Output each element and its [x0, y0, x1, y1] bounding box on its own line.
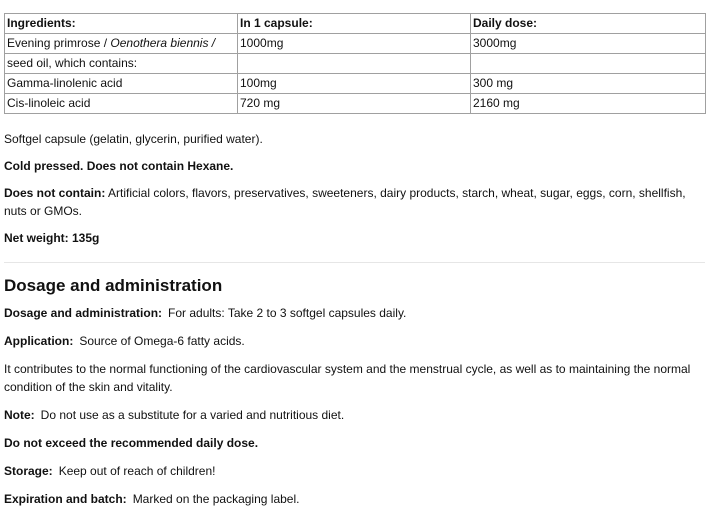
daily-amount: 300 mg — [471, 74, 706, 94]
ingredient-name: seed oil, which contains: — [5, 54, 238, 74]
table-row — [5, 94, 706, 114]
exceed-warning — [4, 434, 706, 452]
ingredient-name: Cis-linoleic acid — [5, 94, 238, 114]
dosage-line — [4, 304, 706, 322]
note-line — [4, 406, 706, 424]
header-daily-dose: Daily dose: — [471, 14, 706, 34]
storage-label: Storage: — [4, 464, 53, 478]
header-in-1-capsule: In 1 capsule: — [238, 14, 471, 34]
does-not-contain-text: Artificial colors, flavors, preservatives, sweeteners, dairy products, starch, wheat, sugar, eggs, corn, shellfish, nuts or GMOs. — [4, 186, 686, 218]
does-not-contain — [4, 184, 706, 220]
ingredient-common-name: Evening primrose / — [7, 36, 111, 50]
dosage-heading: Dosage and administration — [4, 276, 223, 295]
exceed-warning-text: Do not exceed the recommended daily dose. — [4, 436, 259, 450]
table-row — [5, 54, 706, 74]
section-divider — [4, 262, 705, 263]
capsule-amount: 1000mg — [238, 34, 471, 54]
header-ingredients: Ingredients: — [5, 14, 238, 34]
ingredient-name — [5, 34, 238, 54]
ingredient-name: Gamma-linolenic acid — [5, 74, 238, 94]
net-weight — [4, 229, 706, 247]
expiration-text: Marked on the packaging label. — [132, 492, 300, 506]
contributes-text: It contributes to the normal functioning of the cardiovascular system and the menstrual cycle, as well as to maintaining the normal condition of the skin and vitality. — [4, 362, 691, 394]
storage-line — [4, 462, 706, 480]
daily-amount — [471, 54, 706, 74]
storage-text: Keep out of reach of children! — [58, 464, 216, 478]
daily-amount: 3000mg — [471, 34, 706, 54]
does-not-contain-label: Does not contain: — [4, 186, 106, 200]
application-line — [4, 332, 706, 350]
expiration-label: Expiration and batch: — [4, 492, 127, 506]
softgel-composition: Softgel capsule (gelatin, glycerin, purified water). — [4, 132, 263, 146]
application-text: Source of Omega-6 fatty acids. — [79, 334, 245, 348]
note-text: Do not use as a substitute for a varied and nutritious diet. — [40, 408, 345, 422]
net-weight-text: Net weight: 135g — [4, 231, 100, 245]
capsule-amount — [238, 54, 471, 74]
daily-amount: 2160 mg — [471, 94, 706, 114]
ingredients-table — [4, 13, 706, 114]
cold-pressed-text: Cold pressed. Does not contain Hexane. — [4, 159, 234, 173]
note-label: Note: — [4, 408, 35, 422]
table-header-row — [5, 14, 706, 34]
table-row — [5, 74, 706, 94]
expiration-line — [4, 490, 706, 508]
cold-pressed-note — [4, 157, 706, 175]
ingredient-latin-name: Oenothera biennis / — [110, 36, 216, 50]
table-row — [5, 34, 706, 54]
capsule-amount: 720 mg — [238, 94, 471, 114]
product-info — [4, 13, 706, 508]
dosage-label: Dosage and administration: — [4, 306, 163, 320]
capsule-amount: 100mg — [238, 74, 471, 94]
application-label: Application: — [4, 334, 74, 348]
dosage-text: For adults: Take 2 to 3 softgel capsules daily. — [168, 306, 407, 320]
